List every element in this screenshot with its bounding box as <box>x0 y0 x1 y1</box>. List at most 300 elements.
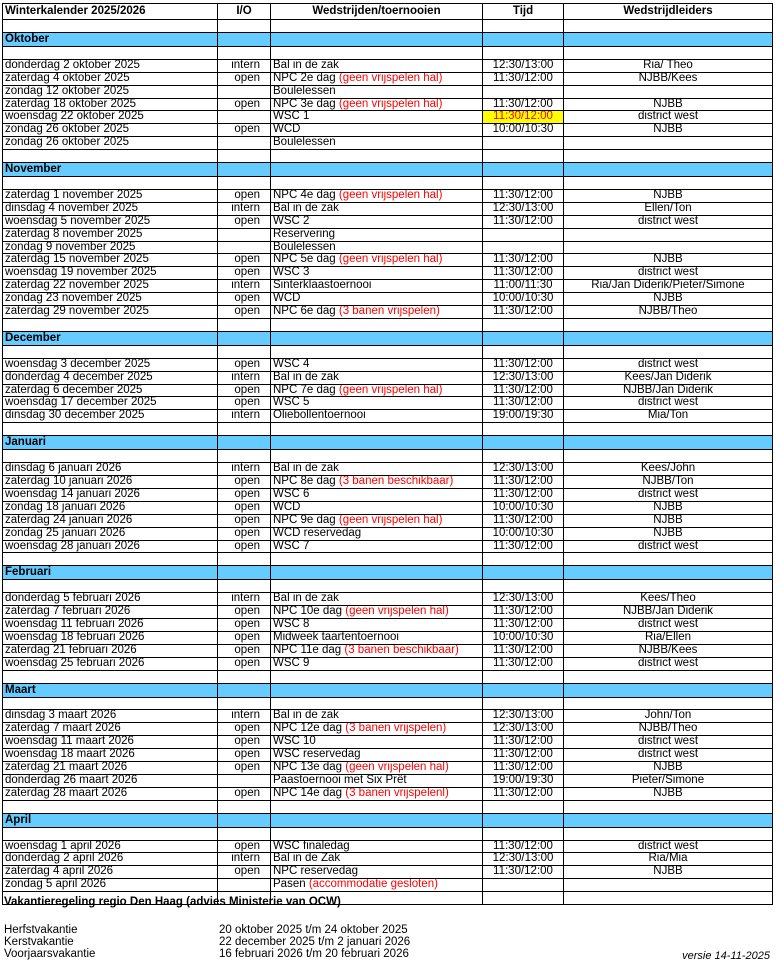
event-name: Bal in de zak <box>273 709 339 722</box>
time-cell: 11:30/12:00 <box>483 606 564 619</box>
time-cell <box>483 228 564 241</box>
empty-cell <box>564 150 773 163</box>
event-name: WSC 8 <box>273 618 310 630</box>
event-cell <box>271 501 483 514</box>
event-name: WSC reservedag <box>273 748 361 761</box>
empty-cell <box>483 827 564 840</box>
empty-cell <box>218 670 271 683</box>
time-cell: 11:30/12:00 <box>483 657 564 670</box>
event-cell <box>271 488 483 501</box>
table-row <box>3 228 773 241</box>
event-name: WSC 10 <box>273 735 316 748</box>
io-cell: open <box>218 501 271 514</box>
holiday-dates: 20 oktober 2025 t/m 24 oktober 2025 <box>219 924 408 936</box>
event-name: NPC 9e dag <box>273 514 339 526</box>
empty-cell <box>483 150 564 163</box>
date-cell: zaterdag 22 november 2025 <box>3 280 218 293</box>
event-name: WSC 5 <box>273 396 310 409</box>
spacer-row <box>3 318 773 331</box>
event-cell <box>271 371 483 384</box>
date-cell: zaterdag 15 november 2025 <box>3 254 218 267</box>
io-cell: open <box>218 293 271 306</box>
event-cell <box>271 228 483 241</box>
event-cell <box>271 475 483 488</box>
empty-cell <box>564 46 773 59</box>
event-cell <box>271 736 483 749</box>
leaders-cell: Mia/Ton <box>564 410 773 423</box>
time-cell: 11:30/12:00 <box>483 540 564 553</box>
month-heading: Maart <box>3 683 218 697</box>
empty-cell <box>3 553 218 566</box>
empty-cell <box>3 345 218 358</box>
section-fill-cell <box>218 163 271 177</box>
date-cell: donderdag 4 december 2025 <box>3 371 218 384</box>
io-cell <box>218 111 271 124</box>
time-cell <box>483 85 564 98</box>
event-name: WSC 3 <box>273 266 310 279</box>
event-name: Paastoernooi met Six Prêt <box>273 774 407 786</box>
leaders-cell: John/Ton <box>564 710 773 723</box>
spacer-row <box>3 46 773 59</box>
month-heading: Februari <box>3 566 218 580</box>
time-cell: 11:30/12:00 <box>483 254 564 267</box>
leaders-cell: NJBB <box>564 98 773 111</box>
time-cell: 12:30/13:00 <box>483 59 564 72</box>
date-cell: woensdag 17 december 2025 <box>3 397 218 410</box>
spacer-row <box>3 345 773 358</box>
header-matches: Wedstrijden/toernooien <box>271 4 483 20</box>
date-cell: woensdag 25 februari 2026 <box>3 657 218 670</box>
table-row <box>3 475 773 488</box>
empty-cell <box>564 345 773 358</box>
section-fill-cell <box>483 32 564 46</box>
leaders-cell: Pieter/Simone <box>564 774 773 787</box>
spacer-row <box>3 580 773 593</box>
event-name: Bal in de zak <box>273 371 339 383</box>
event-note: (accommodatie gesloten) <box>308 878 438 891</box>
time-cell: 11:30/12:00 <box>483 397 564 410</box>
empty-cell <box>564 553 773 566</box>
event-name: Bal in de Zak <box>273 852 341 865</box>
section-fill-cell <box>218 32 271 46</box>
table-row <box>3 840 773 853</box>
event-name: NPC 5e dag <box>273 253 339 266</box>
event-cell <box>271 787 483 800</box>
event-cell <box>271 72 483 85</box>
empty-cell <box>3 46 218 59</box>
event-name: NPC 4e dag <box>273 189 339 201</box>
io-cell: open <box>218 306 271 319</box>
io-cell: open <box>218 657 271 670</box>
holiday-row <box>4 924 772 936</box>
calendar-sheet <box>2 3 773 905</box>
event-name: Boulelessen <box>273 241 336 253</box>
leaders-cell: Ria/ Theo <box>564 59 773 72</box>
event-cell <box>271 657 483 670</box>
empty-cell <box>271 46 483 59</box>
table-row <box>3 124 773 137</box>
io-cell: intern <box>218 410 271 423</box>
date-cell: zaterdag 10 januari 2026 <box>3 475 218 488</box>
empty-cell <box>564 697 773 710</box>
spacer-row <box>3 150 773 163</box>
leaders-cell: district west <box>564 540 773 553</box>
io-cell: open <box>218 358 271 371</box>
io-cell <box>218 228 271 241</box>
event-note: (geen vrijspelen hal) <box>338 384 443 396</box>
date-cell: woensdag 14 januari 2026 <box>3 488 218 501</box>
event-note: (geen vrijspelen hal) <box>338 253 443 266</box>
io-cell: open <box>218 840 271 853</box>
empty-cell <box>271 177 483 190</box>
empty-cell <box>564 450 773 463</box>
event-cell <box>271 397 483 410</box>
time-cell <box>483 241 564 254</box>
spacer-row <box>3 800 773 813</box>
time-cell <box>483 137 564 150</box>
table-row <box>3 241 773 254</box>
event-name: NPC 6e dag <box>273 305 339 318</box>
empty-cell <box>3 800 218 813</box>
date-cell: zaterdag 7 februari 2026 <box>3 606 218 619</box>
io-cell: open <box>218 606 271 619</box>
leaders-cell <box>564 879 773 892</box>
section-fill-cell <box>218 566 271 580</box>
time-cell: 11:30/12:00 <box>483 267 564 280</box>
event-cell <box>271 593 483 606</box>
event-name: Midweek taartentoernooi <box>273 631 399 643</box>
event-name: WSC 6 <box>273 488 310 500</box>
event-cell <box>271 98 483 111</box>
table-row <box>3 606 773 619</box>
io-cell: open <box>218 631 271 644</box>
table-row <box>3 189 773 202</box>
leaders-cell: NJBB/Theo <box>564 723 773 736</box>
io-cell: open <box>218 267 271 280</box>
io-cell: intern <box>218 593 271 606</box>
empty-cell <box>218 697 271 710</box>
empty-cell <box>271 800 483 813</box>
date-cell: donderdag 26 maart 2026 <box>3 774 218 787</box>
empty-cell <box>271 580 483 593</box>
date-cell: zondag 26 oktober 2025 <box>3 137 218 150</box>
date-cell: woensdag 11 maart 2026 <box>3 736 218 749</box>
month-heading: Januari <box>3 436 218 450</box>
event-name: WCD <box>273 123 301 136</box>
section-fill-cell <box>564 436 773 450</box>
table-row <box>3 254 773 267</box>
table-row <box>3 137 773 150</box>
event-name: NPC 7e dag <box>273 384 339 396</box>
empty-cell <box>564 580 773 593</box>
table-row <box>3 527 773 540</box>
date-cell: zaterdag 24 januari 2026 <box>3 514 218 527</box>
table-row <box>3 371 773 384</box>
section-fill-cell <box>218 436 271 450</box>
date-cell: zaterdag 6 december 2025 <box>3 384 218 397</box>
event-cell <box>271 59 483 72</box>
event-name: Bal in de zak <box>273 59 339 71</box>
leaders-cell: district west <box>564 267 773 280</box>
table-row <box>3 787 773 800</box>
leaders-cell: NJBB <box>564 254 773 267</box>
event-cell <box>271 306 483 319</box>
section-fill-cell <box>483 683 564 697</box>
date-cell: zaterdag 18 oktober 2025 <box>3 98 218 111</box>
event-name: WSC finaledag <box>273 840 350 852</box>
empty-cell <box>483 345 564 358</box>
leaders-cell: Ria/Ellen <box>564 631 773 644</box>
time-cell: 10:00/10:30 <box>483 293 564 306</box>
time-cell: 11:30/12:00 <box>483 749 564 762</box>
empty-cell <box>218 827 271 840</box>
leaders-cell: NJBB <box>564 189 773 202</box>
table-row <box>3 72 773 85</box>
event-name: WCD reservedag <box>273 527 362 539</box>
table-row <box>3 463 773 476</box>
date-cell: zondag 9 november 2025 <box>3 241 218 254</box>
event-name: NPC 10e dag <box>273 605 346 618</box>
event-cell <box>271 619 483 632</box>
leaders-cell: NJBB/Ton <box>564 475 773 488</box>
io-cell: open <box>218 644 271 657</box>
time-cell: 11:30/12:00 <box>483 840 564 853</box>
empty-cell <box>3 150 218 163</box>
section-fill-cell <box>483 436 564 450</box>
event-cell <box>271 280 483 293</box>
spacer-row <box>3 177 773 190</box>
event-name: WSC 1 <box>273 110 310 123</box>
time-cell: 11:30/12:00 <box>483 866 564 879</box>
holiday-row <box>4 948 772 960</box>
leaders-cell: NJBB <box>564 787 773 800</box>
empty-cell <box>271 150 483 163</box>
io-cell: open <box>218 723 271 736</box>
month-heading: Oktober <box>3 32 218 46</box>
month-section-row <box>3 331 773 345</box>
event-note: (geen vrijspelen hal) <box>338 189 443 201</box>
spacer-row <box>3 697 773 710</box>
table-row <box>3 306 773 319</box>
leaders-cell: NJBB/Jan Diderik <box>564 384 773 397</box>
time-cell: 11:30/12:00 <box>483 736 564 749</box>
date-cell: zaterdag 21 maart 2026 <box>3 762 218 775</box>
empty-cell <box>483 450 564 463</box>
section-fill-cell <box>564 163 773 177</box>
io-cell: open <box>218 72 271 85</box>
time-cell: 11:30/12:00 <box>483 111 564 124</box>
table-row <box>3 202 773 215</box>
event-name: NPC 12e dag <box>273 722 346 735</box>
event-cell <box>271 853 483 866</box>
month-section-row <box>3 566 773 580</box>
empty-cell <box>271 827 483 840</box>
time-cell: 11:30/12:00 <box>483 644 564 657</box>
empty-cell <box>218 20 271 33</box>
time-cell: 11:00/11:30 <box>483 280 564 293</box>
event-cell <box>271 202 483 215</box>
event-name: NPC 2e dag <box>273 72 339 84</box>
section-fill-cell <box>564 32 773 46</box>
event-note: (3 banen vrijspelenl) <box>345 787 449 799</box>
table-row <box>3 98 773 111</box>
section-fill-cell <box>483 331 564 345</box>
time-cell: 11:30/12:00 <box>483 306 564 319</box>
event-cell <box>271 215 483 228</box>
table-row <box>3 215 773 228</box>
event-cell <box>271 293 483 306</box>
event-name: NPC 3e dag <box>273 98 339 110</box>
empty-cell <box>3 318 218 331</box>
leaders-cell: NJBB <box>564 866 773 879</box>
time-cell: 11:30/12:00 <box>483 98 564 111</box>
table-row <box>3 267 773 280</box>
event-cell <box>271 879 483 892</box>
event-name: Bal in de zak <box>273 462 339 475</box>
date-cell: woensdag 11 februari 2026 <box>3 619 218 632</box>
date-cell: woensdag 28 januari 2026 <box>3 540 218 553</box>
date-cell: zaterdag 21 februari 2026 <box>3 644 218 657</box>
event-name: WCD <box>273 292 301 305</box>
event-cell <box>271 710 483 723</box>
leaders-cell: district west <box>564 111 773 124</box>
time-cell: 12:30/13:00 <box>483 710 564 723</box>
event-cell <box>271 723 483 736</box>
leaders-cell: NJBB/Theo <box>564 306 773 319</box>
leaders-cell: district west <box>564 397 773 410</box>
table-row <box>3 280 773 293</box>
event-name: NPC 14e dag <box>273 787 346 799</box>
table-row <box>3 397 773 410</box>
leaders-cell <box>564 137 773 150</box>
empty-cell <box>218 450 271 463</box>
month-section-row <box>3 813 773 827</box>
header-title: Winterkalender 2025/2026 <box>3 4 218 20</box>
spacer-row <box>3 20 773 33</box>
io-cell: open <box>218 514 271 527</box>
table-row <box>3 501 773 514</box>
month-heading: April <box>3 813 218 827</box>
io-cell: open <box>218 488 271 501</box>
event-name: Bal in de zak <box>273 592 339 605</box>
table-row <box>3 540 773 553</box>
io-cell: intern <box>218 202 271 215</box>
io-cell: open <box>218 98 271 111</box>
io-cell: open <box>218 540 271 553</box>
event-name: WSC 7 <box>273 540 310 552</box>
section-fill-cell <box>564 683 773 697</box>
section-fill-cell <box>218 683 271 697</box>
empty-cell <box>564 670 773 683</box>
event-cell <box>271 840 483 853</box>
table-row <box>3 514 773 527</box>
event-note: (geen vrijspelen hal) <box>345 605 449 618</box>
empty-cell <box>218 318 271 331</box>
table-row <box>3 631 773 644</box>
event-note: (geen vrijspelen hal) <box>338 72 443 84</box>
leaders-cell: district west <box>564 215 773 228</box>
empty-cell <box>218 177 271 190</box>
event-note: (3 banen vrijspelen) <box>338 305 440 318</box>
leaders-cell: Kees/John <box>564 463 773 476</box>
event-name: NPC 11e dag <box>273 644 345 656</box>
month-section-row <box>3 163 773 177</box>
table-row <box>3 853 773 866</box>
holiday-dates: 22 december 2025 t/m 2 januari 2026 <box>219 936 411 948</box>
leaders-cell: district west <box>564 619 773 632</box>
time-cell: 11:30/12:00 <box>483 475 564 488</box>
event-cell <box>271 241 483 254</box>
month-heading: November <box>3 163 218 177</box>
empty-cell <box>564 827 773 840</box>
table-row <box>3 710 773 723</box>
empty-cell <box>483 177 564 190</box>
event-cell <box>271 111 483 124</box>
date-cell: zaterdag 1 november 2025 <box>3 189 218 202</box>
section-fill-cell <box>564 813 773 827</box>
empty-cell <box>483 46 564 59</box>
event-cell <box>271 137 483 150</box>
section-fill-cell <box>271 683 483 697</box>
leaders-cell <box>564 85 773 98</box>
date-cell: zondag 5 april 2026 <box>3 879 218 892</box>
event-cell <box>271 189 483 202</box>
spacer-row <box>3 553 773 566</box>
leaders-cell: Ria/Jan Diderik/Pieter/Simone <box>564 280 773 293</box>
event-note: (geen vrijspelen hal) <box>345 761 449 774</box>
empty-cell <box>271 670 483 683</box>
date-cell: zaterdag 29 november 2025 <box>3 306 218 319</box>
holiday-name: Voorjaarsvakantie <box>4 948 96 960</box>
empty-cell <box>3 423 218 436</box>
io-cell: open <box>218 527 271 540</box>
leaders-cell <box>564 241 773 254</box>
table-row <box>3 749 773 762</box>
leaders-cell: Ellen/Ton <box>564 202 773 215</box>
event-cell <box>271 527 483 540</box>
io-cell: intern <box>218 59 271 72</box>
time-cell: 12:30/13:00 <box>483 853 564 866</box>
table-row <box>3 879 773 892</box>
section-fill-cell <box>564 331 773 345</box>
leaders-cell: NJBB/Jan Diderik <box>564 606 773 619</box>
time-cell: 19:00/19:30 <box>483 410 564 423</box>
event-cell <box>271 631 483 644</box>
event-name: Pasen <box>273 878 309 891</box>
empty-cell <box>564 423 773 436</box>
empty-cell <box>3 827 218 840</box>
event-name: Reservering <box>273 228 335 240</box>
time-cell: 10:00/10:30 <box>483 527 564 540</box>
date-cell: zaterdag 4 oktober 2025 <box>3 72 218 85</box>
time-cell: 11:30/12:00 <box>483 762 564 775</box>
time-cell: 12:30/13:00 <box>483 723 564 736</box>
io-cell <box>218 137 271 150</box>
empty-cell <box>3 670 218 683</box>
leaders-cell: NJBB <box>564 527 773 540</box>
time-cell: 11:30/12:00 <box>483 72 564 85</box>
event-cell <box>271 124 483 137</box>
leaders-cell: district west <box>564 736 773 749</box>
holiday-name: Herfstvakantie <box>4 924 78 936</box>
empty-cell <box>3 697 218 710</box>
empty-cell <box>564 800 773 813</box>
empty-cell <box>483 697 564 710</box>
event-name: Oliebollentoernooi <box>273 409 366 422</box>
table-row <box>3 85 773 98</box>
event-name: NPC 8e dag <box>273 475 339 487</box>
table-row <box>3 488 773 501</box>
